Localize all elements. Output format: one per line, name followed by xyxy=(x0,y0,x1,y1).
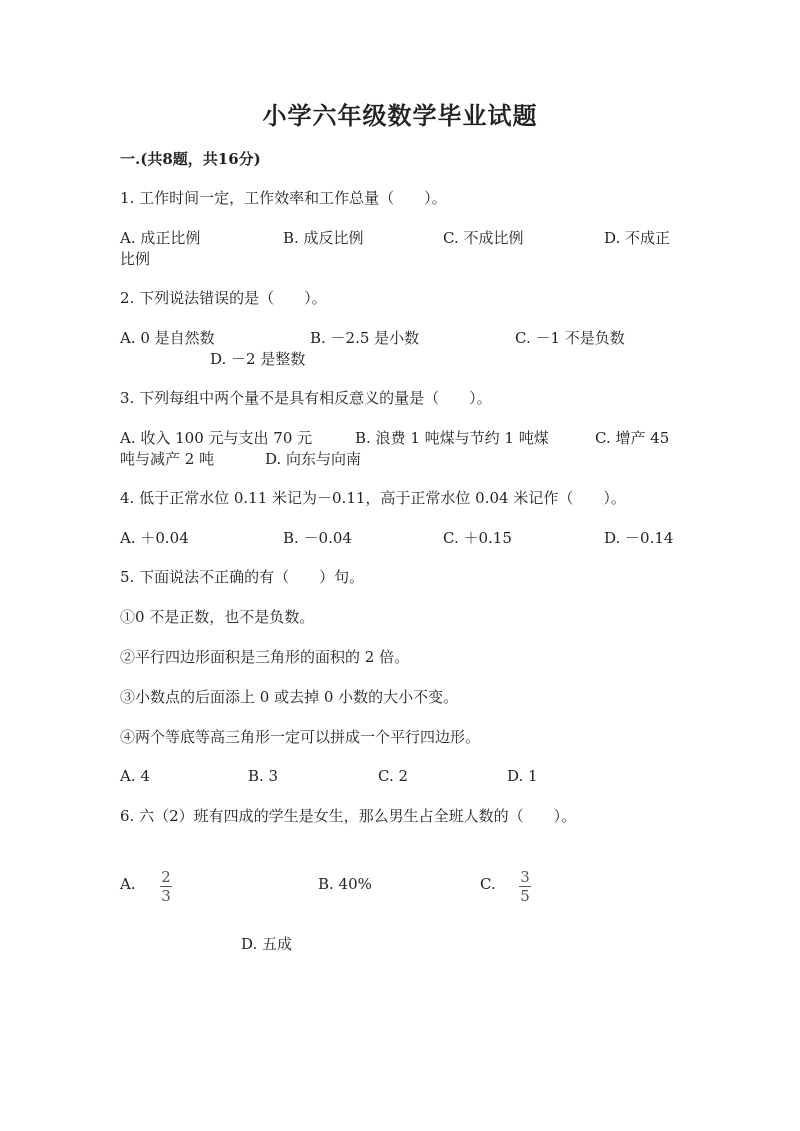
question-5-option-d: D. 1 xyxy=(507,767,538,785)
question-1-stem: 1. 工作时间一定，工作效率和工作总量（ ）。 xyxy=(120,189,447,207)
question-6-stem: 6. 六（2）班有四成的学生是女生，那么男生占全班人数的（ ）。 xyxy=(120,807,577,825)
question-5-option-c: C. 2 xyxy=(378,767,409,785)
question-4-option-d: D. －0.14 xyxy=(604,529,674,547)
question-1-option-a: A. 成正比例 xyxy=(120,229,201,247)
question-2-option-a: A. 0 是自然数 xyxy=(120,329,215,347)
question-5-stem: 5. 下面说法不正确的有（ ）句。 xyxy=(120,568,365,586)
question-6-option-c-fraction xyxy=(519,869,531,904)
question-6-option-a-fraction xyxy=(160,869,172,904)
question-3-option-a: A. 收入 100 元与支出 70 元 xyxy=(120,429,313,447)
fraction-denominator: 5 xyxy=(520,887,530,905)
question-2-option-c: C. －1 不是负数 xyxy=(515,329,625,347)
question-6-option-c-label: C. xyxy=(480,875,496,893)
question-4-stem: 4. 低于正常水位 0.11 米记为－0.11，高于正常水位 0.04 米记作（ ）。 xyxy=(120,489,626,507)
question-5-option-a: A. 4 xyxy=(120,767,150,785)
question-3-option-b: B. 浪费 1 吨煤与节约 1 吨煤 xyxy=(355,429,549,447)
question-3-stem: 3. 下列每组中两个量不是具有相反意义的量是（ ）。 xyxy=(120,389,492,407)
page-title: 小学六年级数学毕业试题 xyxy=(262,101,538,130)
question-4-option-b: B. －0.04 xyxy=(283,529,352,547)
fraction-numerator: 3 xyxy=(520,868,530,886)
question-6-option-b: B. 40% xyxy=(318,875,372,893)
question-2-option-d: D. －2 是整数 xyxy=(210,350,306,368)
question-5-statement-4: ④两个等底等高三角形一定可以拼成一个平行四边形。 xyxy=(120,728,481,746)
question-6-option-d: D. 五成 xyxy=(241,935,293,953)
question-5-statement-2: ②平行四边形面积是三角形的面积的 2 倍。 xyxy=(120,648,410,666)
question-1-option-c: C. 不成比例 xyxy=(443,229,524,247)
question-3-option-c-continued: 吨与减产 2 吨 xyxy=(120,450,215,468)
question-2-option-b: B. －2.5 是小数 xyxy=(310,329,420,347)
question-3-option-c: C. 增产 45 xyxy=(595,429,670,447)
question-4-option-c: C. ＋0.15 xyxy=(443,529,512,547)
question-5-option-b: B. 3 xyxy=(248,767,279,785)
question-6-option-a-label: A. xyxy=(120,875,136,893)
question-1-option-b: B. 成反比例 xyxy=(283,229,364,247)
question-2-stem: 2. 下列说法错误的是（ ）。 xyxy=(120,289,327,307)
question-3-option-d: D. 向东与向南 xyxy=(265,450,362,468)
question-1-option-d: D. 不成正 xyxy=(604,229,671,247)
question-4-option-a: A. ＋0.04 xyxy=(120,529,189,547)
question-5-statement-1: ①0 不是正数，也不是负数。 xyxy=(120,608,315,626)
question-5-statement-3: ③小数点的后面添上 0 或去掉 0 小数的大小不变。 xyxy=(120,688,459,706)
fraction-denominator: 3 xyxy=(161,887,171,905)
fraction-numerator: 2 xyxy=(161,868,171,886)
question-1-option-d-continued: 比例 xyxy=(120,250,151,268)
section-heading: 一.(共8题，共16分) xyxy=(120,150,261,168)
